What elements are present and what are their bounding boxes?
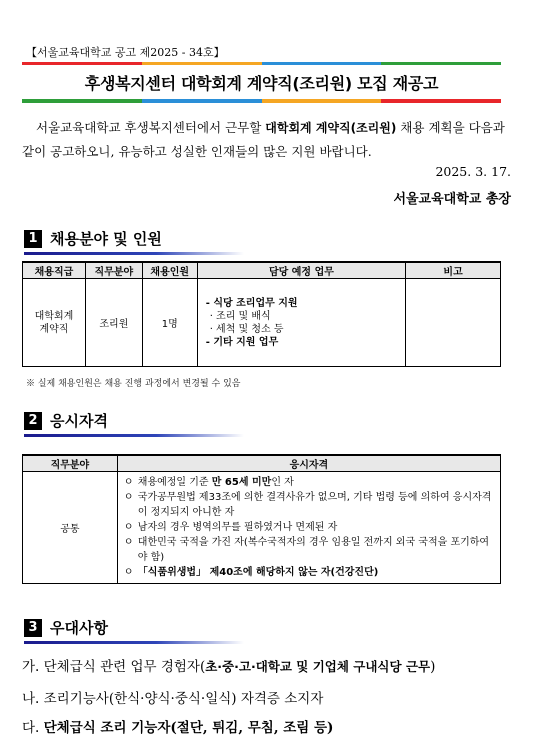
qual-item-5: ㅇ 「식품위생법」 제40조에 해당하지 않는 자(건강진단)	[123, 567, 379, 578]
section-3-number: 3	[24, 619, 42, 637]
qual-item-4: ㅇ 대한민국 국적을 가진 자(복수국적자의 경우 임용일 전까지 외국 국적을 포기하여야 함)	[123, 537, 490, 563]
section-1-underline	[24, 252, 244, 255]
section-1-footnote: ※ 실제 채용인원은 채용 진행 과정에서 변경될 수 있음	[26, 379, 241, 389]
preference-c: 다. 단체급식 조리 기능자(절단, 튀김, 무침, 조림 등)	[22, 720, 334, 736]
notice-number: 【서울교육대학교 공고 제2025 - 34호】	[26, 46, 225, 59]
cell-common: 공통	[23, 472, 118, 584]
col-header-count: 채용인원	[142, 263, 197, 279]
section-3-underline	[24, 641, 244, 644]
section-2-underline	[24, 434, 244, 437]
qual-item-1: ㅇ 채용예정일 기준 만 65세 미만인 자	[123, 477, 294, 488]
intro-paragraph	[22, 116, 514, 164]
cell-field: 조리원	[85, 279, 142, 367]
section-3-header	[24, 617, 108, 638]
section-2-number: 2	[24, 412, 42, 430]
section-1-title: 채용분야 및 인원	[50, 230, 162, 248]
section-1-header	[24, 228, 162, 249]
notice-date: 2025. 3. 17.	[435, 164, 511, 179]
recruitment-table	[22, 262, 501, 367]
intro-text-1: 서울교육대학교 후생복지센터에서 근무할	[36, 120, 266, 135]
title-bottom-bar	[22, 99, 501, 103]
col-header-duties: 담당 예정 업무	[197, 263, 406, 279]
col-header-note: 비고	[406, 263, 501, 279]
signer: 서울교육대학교 총장	[393, 192, 511, 207]
col-header-qualification: 응시자격	[117, 456, 500, 472]
qual-item-3: ㅇ 남자의 경우 병역의무를 필하였거나 면제된 자	[123, 522, 338, 533]
cell-count: 1명	[142, 279, 197, 367]
section-2-title: 응시자격	[50, 412, 108, 430]
duty-1a: · 조리 및 배식	[209, 310, 271, 322]
col-header-grade: 채용직급	[23, 263, 86, 279]
title-top-bar	[22, 62, 501, 65]
title-banner	[22, 62, 501, 103]
section-3-title: 우대사항	[50, 619, 108, 637]
section-1-number: 1	[24, 230, 42, 248]
cell-note	[406, 279, 501, 367]
duty-2: - 기타 지원 업무	[205, 336, 279, 348]
col-header-field-2: 직무분야	[23, 456, 118, 472]
duty-1: - 식당 조리업무 지원	[205, 297, 298, 309]
cell-grade: 대학회계 계약직	[23, 279, 86, 367]
section-2-header	[24, 410, 108, 431]
intro-bold: 대학회계 계약직(조리원)	[265, 121, 397, 135]
cell-qualifications	[117, 472, 500, 584]
preference-b: 나. 조리기능사(한식·양식·중식·일식) 자격증 소지자	[22, 691, 324, 707]
qual-item-2: ㅇ 국가공무원법 제33조에 의한 결격사유가 없으며, 기타 법령 등에 의하여 응시자격이 정지되지 아니한 자	[123, 492, 492, 518]
cell-duties	[197, 279, 406, 367]
duty-1b: · 세척 및 청소 등	[209, 323, 284, 335]
intro-text-2: 채용 계획을 다음과 같이 공고하오니, 유능하고 성실한 인재들의 많은 지원 바랍니다.	[22, 120, 505, 159]
page-title: 후생복지센터 대학회계 계약직(조리원) 모집 재공고	[84, 74, 439, 93]
qualification-table	[22, 455, 501, 584]
preference-a: 가. 단체급식 관련 업무 경험자(초·중·고·대학교 및 기업체 구내식당 근무)	[22, 659, 436, 675]
col-header-field: 직무분야	[85, 263, 142, 279]
